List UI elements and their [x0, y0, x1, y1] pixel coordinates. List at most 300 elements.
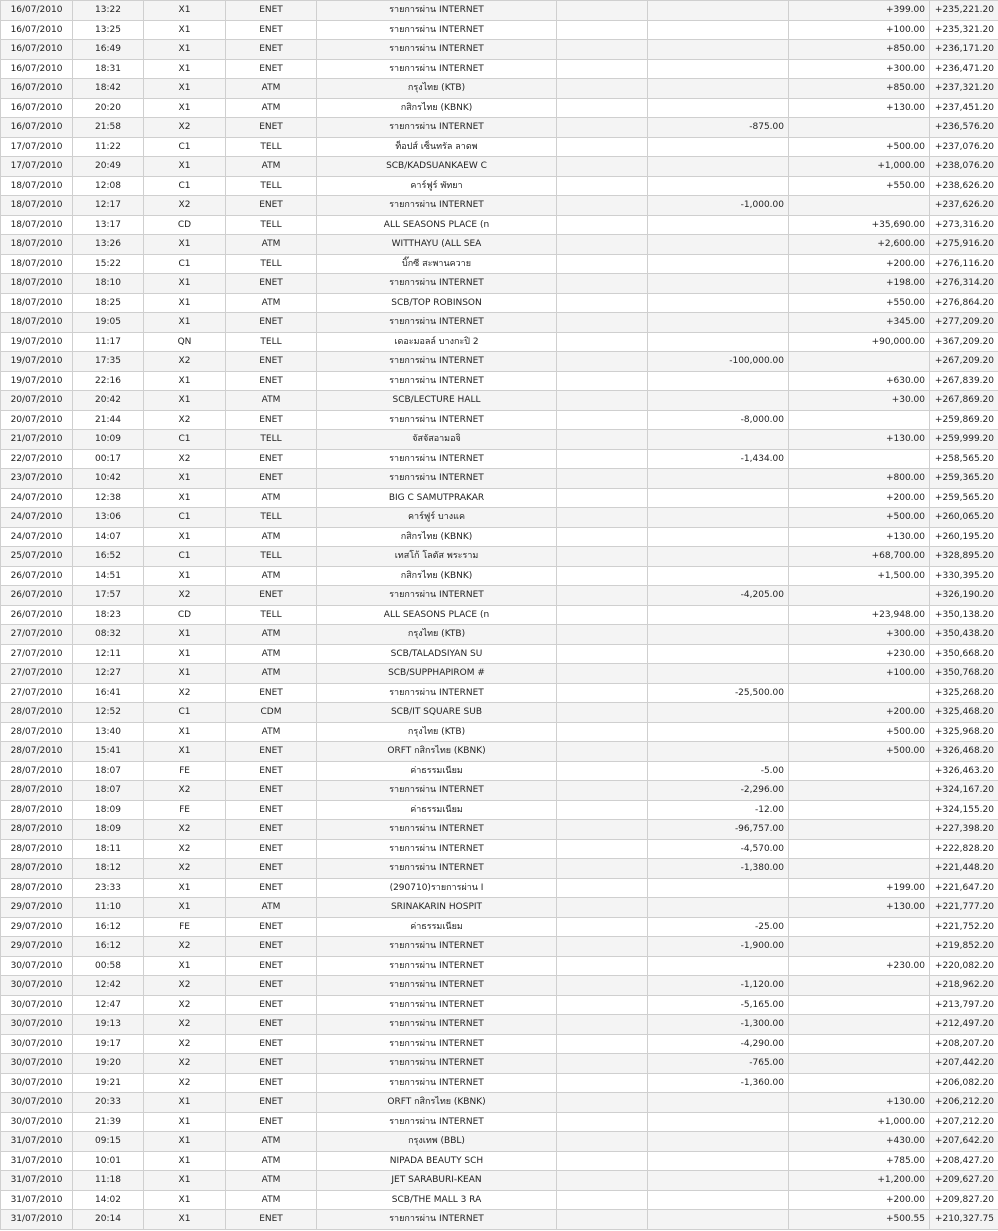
transaction-code-cell: CD [144, 605, 226, 625]
table-row [1, 98, 998, 118]
cheque-cell [557, 1151, 648, 1171]
transaction-code-cell: X1 [144, 878, 226, 898]
balance-cell: +259,999.20 [930, 430, 998, 450]
transaction-code-cell: C1 [144, 703, 226, 723]
cheque-cell [557, 371, 648, 391]
channel-cell: ENET [226, 274, 317, 294]
cheque-cell [557, 781, 648, 801]
credit-cell [789, 1073, 930, 1093]
time-cell: 13:40 [73, 722, 144, 742]
credit-cell [789, 859, 930, 879]
debit-cell [648, 878, 789, 898]
date-cell: 28/07/2010 [1, 839, 73, 859]
description-cell: SCB/LECTURE HALL [317, 391, 557, 411]
debit-cell [648, 703, 789, 723]
table-row [1, 1210, 998, 1230]
description-cell: เดอะมอลล์ บางกะปิ 2 [317, 332, 557, 352]
table-row [1, 1132, 998, 1152]
time-cell: 22:16 [73, 371, 144, 391]
date-cell: 28/07/2010 [1, 878, 73, 898]
channel-cell: ENET [226, 410, 317, 430]
balance-cell: +260,195.20 [930, 527, 998, 547]
debit-cell [648, 391, 789, 411]
credit-cell: +630.00 [789, 371, 930, 391]
transaction-code-cell: X2 [144, 1073, 226, 1093]
channel-cell: ENET [226, 742, 317, 762]
date-cell: 24/07/2010 [1, 488, 73, 508]
cheque-cell [557, 976, 648, 996]
description-cell: รายการผ่าน INTERNET [317, 20, 557, 40]
date-cell: 18/07/2010 [1, 274, 73, 294]
table-row [1, 1073, 998, 1093]
channel-cell: ATM [226, 1151, 317, 1171]
debit-cell [648, 1190, 789, 1210]
cheque-cell [557, 98, 648, 118]
cheque-cell [557, 430, 648, 450]
cheque-cell [557, 1015, 648, 1035]
transaction-code-cell: X1 [144, 1093, 226, 1113]
debit-cell [648, 469, 789, 489]
date-cell: 18/07/2010 [1, 254, 73, 274]
description-cell: SCB/TOP ROBINSON [317, 293, 557, 313]
description-cell: รายการผ่าน INTERNET [317, 352, 557, 372]
channel-cell: TELL [226, 137, 317, 157]
date-cell: 28/07/2010 [1, 820, 73, 840]
time-cell: 21:39 [73, 1112, 144, 1132]
channel-cell: ENET [226, 956, 317, 976]
table-row [1, 1190, 998, 1210]
debit-cell [648, 1151, 789, 1171]
table-row [1, 1034, 998, 1054]
transaction-code-cell: X1 [144, 1210, 226, 1230]
description-cell: รายการผ่าน INTERNET [317, 683, 557, 703]
balance-cell: +273,316.20 [930, 215, 998, 235]
transaction-code-cell: C1 [144, 254, 226, 274]
description-cell: ORFT กสิกรไทย (KBNK) [317, 742, 557, 762]
cheque-cell [557, 137, 648, 157]
debit-cell: -1,434.00 [648, 449, 789, 469]
channel-cell: ENET [226, 352, 317, 372]
transaction-code-cell: X1 [144, 469, 226, 489]
table-row [1, 566, 998, 586]
table-row [1, 586, 998, 606]
cheque-cell [557, 1190, 648, 1210]
cheque-cell [557, 20, 648, 40]
credit-cell [789, 352, 930, 372]
transaction-code-cell: X2 [144, 352, 226, 372]
description-cell: จัสจัสอามอจิ [317, 430, 557, 450]
date-cell: 18/07/2010 [1, 215, 73, 235]
debit-cell: -25.00 [648, 917, 789, 937]
balance-cell: +209,827.20 [930, 1190, 998, 1210]
date-cell: 27/07/2010 [1, 625, 73, 645]
balance-cell: +207,212.20 [930, 1112, 998, 1132]
time-cell: 11:17 [73, 332, 144, 352]
debit-cell [648, 1093, 789, 1113]
cheque-cell [557, 527, 648, 547]
balance-cell: +209,627.20 [930, 1171, 998, 1191]
balance-cell: +324,167.20 [930, 781, 998, 801]
time-cell: 12:52 [73, 703, 144, 723]
credit-cell: +800.00 [789, 469, 930, 489]
balance-cell: +276,864.20 [930, 293, 998, 313]
cheque-cell [557, 79, 648, 99]
time-cell: 13:25 [73, 20, 144, 40]
channel-cell: ENET [226, 761, 317, 781]
balance-cell: +350,138.20 [930, 605, 998, 625]
time-cell: 20:20 [73, 98, 144, 118]
credit-cell: +23,948.00 [789, 605, 930, 625]
date-cell: 30/07/2010 [1, 956, 73, 976]
date-cell: 16/07/2010 [1, 79, 73, 99]
table-row [1, 820, 998, 840]
table-row [1, 1, 998, 21]
credit-cell: +500.00 [789, 742, 930, 762]
transaction-code-cell: X2 [144, 781, 226, 801]
balance-cell: +238,626.20 [930, 176, 998, 196]
balance-cell: +227,398.20 [930, 820, 998, 840]
time-cell: 13:06 [73, 508, 144, 528]
date-cell: 24/07/2010 [1, 508, 73, 528]
time-cell: 13:17 [73, 215, 144, 235]
time-cell: 18:12 [73, 859, 144, 879]
transaction-code-cell: C1 [144, 430, 226, 450]
date-cell: 20/07/2010 [1, 391, 73, 411]
time-cell: 08:32 [73, 625, 144, 645]
table-row [1, 40, 998, 60]
cheque-cell [557, 508, 648, 528]
date-cell: 27/07/2010 [1, 683, 73, 703]
description-cell: กสิกรไทย (KBNK) [317, 98, 557, 118]
cheque-cell [557, 215, 648, 235]
description-cell: รายการผ่าน INTERNET [317, 449, 557, 469]
cheque-cell [557, 625, 648, 645]
credit-cell [789, 995, 930, 1015]
balance-cell: +326,468.20 [930, 742, 998, 762]
cheque-cell [557, 664, 648, 684]
table-row [1, 1054, 998, 1074]
cheque-cell [557, 469, 648, 489]
credit-cell [789, 937, 930, 957]
table-row [1, 742, 998, 762]
transaction-code-cell: X1 [144, 1132, 226, 1152]
description-cell: กรุงไทย (KTB) [317, 625, 557, 645]
debit-cell [648, 98, 789, 118]
channel-cell: ATM [226, 235, 317, 255]
time-cell: 17:35 [73, 352, 144, 372]
cheque-cell [557, 859, 648, 879]
balance-cell: +221,752.20 [930, 917, 998, 937]
channel-cell: ATM [226, 98, 317, 118]
balance-cell: +350,768.20 [930, 664, 998, 684]
cheque-cell [557, 820, 648, 840]
debit-cell [648, 254, 789, 274]
cheque-cell [557, 449, 648, 469]
time-cell: 23:33 [73, 878, 144, 898]
transaction-code-cell: QN [144, 332, 226, 352]
table-row [1, 215, 998, 235]
channel-cell: ENET [226, 937, 317, 957]
balance-cell: +277,209.20 [930, 313, 998, 333]
date-cell: 20/07/2010 [1, 410, 73, 430]
balance-cell: +236,471.20 [930, 59, 998, 79]
time-cell: 09:15 [73, 1132, 144, 1152]
cheque-cell [557, 605, 648, 625]
channel-cell: ENET [226, 40, 317, 60]
date-cell: 16/07/2010 [1, 1, 73, 21]
date-cell: 17/07/2010 [1, 137, 73, 157]
balance-cell: +213,797.20 [930, 995, 998, 1015]
channel-cell: TELL [226, 215, 317, 235]
description-cell: SCB/KADSUANKAEW C [317, 157, 557, 177]
balance-cell: +237,321.20 [930, 79, 998, 99]
debit-cell: -96,757.00 [648, 820, 789, 840]
description-cell: คาร์ฟูร์ พัทยา [317, 176, 557, 196]
channel-cell: ENET [226, 781, 317, 801]
balance-cell: +237,626.20 [930, 196, 998, 216]
table-row [1, 254, 998, 274]
description-cell: รายการผ่าน INTERNET [317, 40, 557, 60]
time-cell: 18:09 [73, 800, 144, 820]
time-cell: 18:10 [73, 274, 144, 294]
description-cell: รายการผ่าน INTERNET [317, 1034, 557, 1054]
time-cell: 17:57 [73, 586, 144, 606]
channel-cell: ENET [226, 683, 317, 703]
channel-cell: ENET [226, 118, 317, 138]
transaction-code-cell: X1 [144, 1, 226, 21]
time-cell: 19:13 [73, 1015, 144, 1035]
cheque-cell [557, 488, 648, 508]
date-cell: 28/07/2010 [1, 742, 73, 762]
credit-cell: +500.00 [789, 137, 930, 157]
description-cell: รายการผ่าน INTERNET [317, 1073, 557, 1093]
channel-cell: ATM [226, 157, 317, 177]
time-cell: 13:26 [73, 235, 144, 255]
time-cell: 00:17 [73, 449, 144, 469]
channel-cell: ENET [226, 1034, 317, 1054]
table-row [1, 625, 998, 645]
channel-cell: TELL [226, 605, 317, 625]
debit-cell [648, 488, 789, 508]
date-cell: 18/07/2010 [1, 196, 73, 216]
balance-cell: +325,968.20 [930, 722, 998, 742]
table-row [1, 469, 998, 489]
table-row [1, 703, 998, 723]
date-cell: 18/07/2010 [1, 176, 73, 196]
transaction-code-cell: C1 [144, 508, 226, 528]
transaction-code-cell: X2 [144, 1034, 226, 1054]
transaction-code-cell: X2 [144, 839, 226, 859]
description-cell: SCB/THE MALL 3 RA [317, 1190, 557, 1210]
time-cell: 16:41 [73, 683, 144, 703]
cheque-cell [557, 703, 648, 723]
cheque-cell [557, 59, 648, 79]
credit-cell: +200.00 [789, 1190, 930, 1210]
date-cell: 31/07/2010 [1, 1190, 73, 1210]
debit-cell [648, 605, 789, 625]
table-row [1, 1093, 998, 1113]
table-row [1, 937, 998, 957]
channel-cell: TELL [226, 508, 317, 528]
balance-cell: +258,565.20 [930, 449, 998, 469]
channel-cell: ENET [226, 449, 317, 469]
date-cell: 28/07/2010 [1, 722, 73, 742]
cheque-cell [557, 761, 648, 781]
transaction-code-cell: X2 [144, 859, 226, 879]
transaction-code-cell: X1 [144, 527, 226, 547]
transaction-code-cell: X1 [144, 742, 226, 762]
credit-cell [789, 800, 930, 820]
description-cell: SCB/IT SQUARE SUB [317, 703, 557, 723]
transaction-code-cell: X1 [144, 293, 226, 313]
cheque-cell [557, 332, 648, 352]
channel-cell: ENET [226, 1054, 317, 1074]
time-cell: 20:49 [73, 157, 144, 177]
debit-cell [648, 176, 789, 196]
date-cell: 29/07/2010 [1, 937, 73, 957]
channel-cell: ATM [226, 527, 317, 547]
description-cell: รายการผ่าน INTERNET [317, 410, 557, 430]
debit-cell: -4,570.00 [648, 839, 789, 859]
credit-cell: +550.00 [789, 293, 930, 313]
date-cell: 22/07/2010 [1, 449, 73, 469]
date-cell: 16/07/2010 [1, 59, 73, 79]
balance-cell: +207,642.20 [930, 1132, 998, 1152]
channel-cell: ATM [226, 1190, 317, 1210]
debit-cell [648, 742, 789, 762]
description-cell: กสิกรไทย (KBNK) [317, 566, 557, 586]
balance-cell: +218,962.20 [930, 976, 998, 996]
cheque-cell [557, 937, 648, 957]
transaction-code-cell: X1 [144, 898, 226, 918]
debit-cell: -1,120.00 [648, 976, 789, 996]
credit-cell: +550.00 [789, 176, 930, 196]
table-row [1, 956, 998, 976]
transaction-code-cell: X1 [144, 625, 226, 645]
date-cell: 27/07/2010 [1, 664, 73, 684]
date-cell: 31/07/2010 [1, 1132, 73, 1152]
channel-cell: ENET [226, 995, 317, 1015]
cheque-cell [557, 995, 648, 1015]
credit-cell: +30.00 [789, 391, 930, 411]
table-row [1, 781, 998, 801]
description-cell: คาร์ฟูร์ บางแค [317, 508, 557, 528]
cheque-cell [557, 1112, 648, 1132]
credit-cell: +100.00 [789, 664, 930, 684]
cheque-cell [557, 917, 648, 937]
channel-cell: ENET [226, 1112, 317, 1132]
credit-cell: +500.00 [789, 722, 930, 742]
debit-cell [648, 566, 789, 586]
cheque-cell [557, 1132, 648, 1152]
date-cell: 28/07/2010 [1, 761, 73, 781]
channel-cell: ENET [226, 1093, 317, 1113]
debit-cell [648, 137, 789, 157]
balance-cell: +367,209.20 [930, 332, 998, 352]
debit-cell [648, 644, 789, 664]
transaction-code-cell: X1 [144, 1190, 226, 1210]
transaction-code-cell: X2 [144, 1015, 226, 1035]
debit-cell: -8,000.00 [648, 410, 789, 430]
credit-cell: +1,000.00 [789, 1112, 930, 1132]
description-cell: รายการผ่าน INTERNET [317, 1, 557, 21]
time-cell: 19:20 [73, 1054, 144, 1074]
channel-cell: TELL [226, 254, 317, 274]
channel-cell: ATM [226, 1132, 317, 1152]
cheque-cell [557, 274, 648, 294]
time-cell: 16:12 [73, 917, 144, 937]
table-row [1, 508, 998, 528]
credit-cell: +100.00 [789, 20, 930, 40]
transaction-code-cell: X1 [144, 20, 226, 40]
time-cell: 21:44 [73, 410, 144, 430]
balance-cell: +267,869.20 [930, 391, 998, 411]
time-cell: 16:52 [73, 547, 144, 567]
credit-cell [789, 449, 930, 469]
description-cell: รายการผ่าน INTERNET [317, 274, 557, 294]
time-cell: 18:09 [73, 820, 144, 840]
balance-cell: +237,451.20 [930, 98, 998, 118]
channel-cell: ENET [226, 371, 317, 391]
debit-cell: -1,360.00 [648, 1073, 789, 1093]
transaction-code-cell: X1 [144, 274, 226, 294]
table-row [1, 157, 998, 177]
date-cell: 16/07/2010 [1, 20, 73, 40]
description-cell: เทสโก้ โลตัส พระราม [317, 547, 557, 567]
time-cell: 12:08 [73, 176, 144, 196]
cheque-cell [557, 898, 648, 918]
balance-cell: +206,082.20 [930, 1073, 998, 1093]
debit-cell [648, 215, 789, 235]
cheque-cell [557, 410, 648, 430]
balance-cell: +326,463.20 [930, 761, 998, 781]
cheque-cell [557, 1073, 648, 1093]
debit-cell [648, 1, 789, 21]
table-row [1, 293, 998, 313]
table-row [1, 59, 998, 79]
balance-cell: +276,116.20 [930, 254, 998, 274]
credit-cell [789, 586, 930, 606]
debit-cell [648, 59, 789, 79]
date-cell: 25/07/2010 [1, 547, 73, 567]
time-cell: 15:22 [73, 254, 144, 274]
description-cell: รายการผ่าน INTERNET [317, 1210, 557, 1230]
table-row [1, 1151, 998, 1171]
description-cell: รายการผ่าน INTERNET [317, 59, 557, 79]
date-cell: 19/07/2010 [1, 371, 73, 391]
table-row [1, 976, 998, 996]
description-cell: JET SARABURI-KEAN [317, 1171, 557, 1191]
description-cell: กรุงไทย (KTB) [317, 722, 557, 742]
transaction-code-cell: FE [144, 800, 226, 820]
channel-cell: ATM [226, 644, 317, 664]
description-cell: SRINAKARIN HOSPIT [317, 898, 557, 918]
balance-cell: +208,427.20 [930, 1151, 998, 1171]
cheque-cell [557, 1034, 648, 1054]
description-cell: กสิกรไทย (KBNK) [317, 527, 557, 547]
description-cell: รายการผ่าน INTERNET [317, 371, 557, 391]
credit-cell: +130.00 [789, 898, 930, 918]
credit-cell: +230.00 [789, 644, 930, 664]
time-cell: 12:42 [73, 976, 144, 996]
date-cell: 18/07/2010 [1, 235, 73, 255]
transaction-code-cell: X2 [144, 586, 226, 606]
table-row [1, 274, 998, 294]
description-cell: กรุงเทพ (BBL) [317, 1132, 557, 1152]
table-row [1, 664, 998, 684]
description-cell: รายการผ่าน INTERNET [317, 956, 557, 976]
table-row [1, 527, 998, 547]
